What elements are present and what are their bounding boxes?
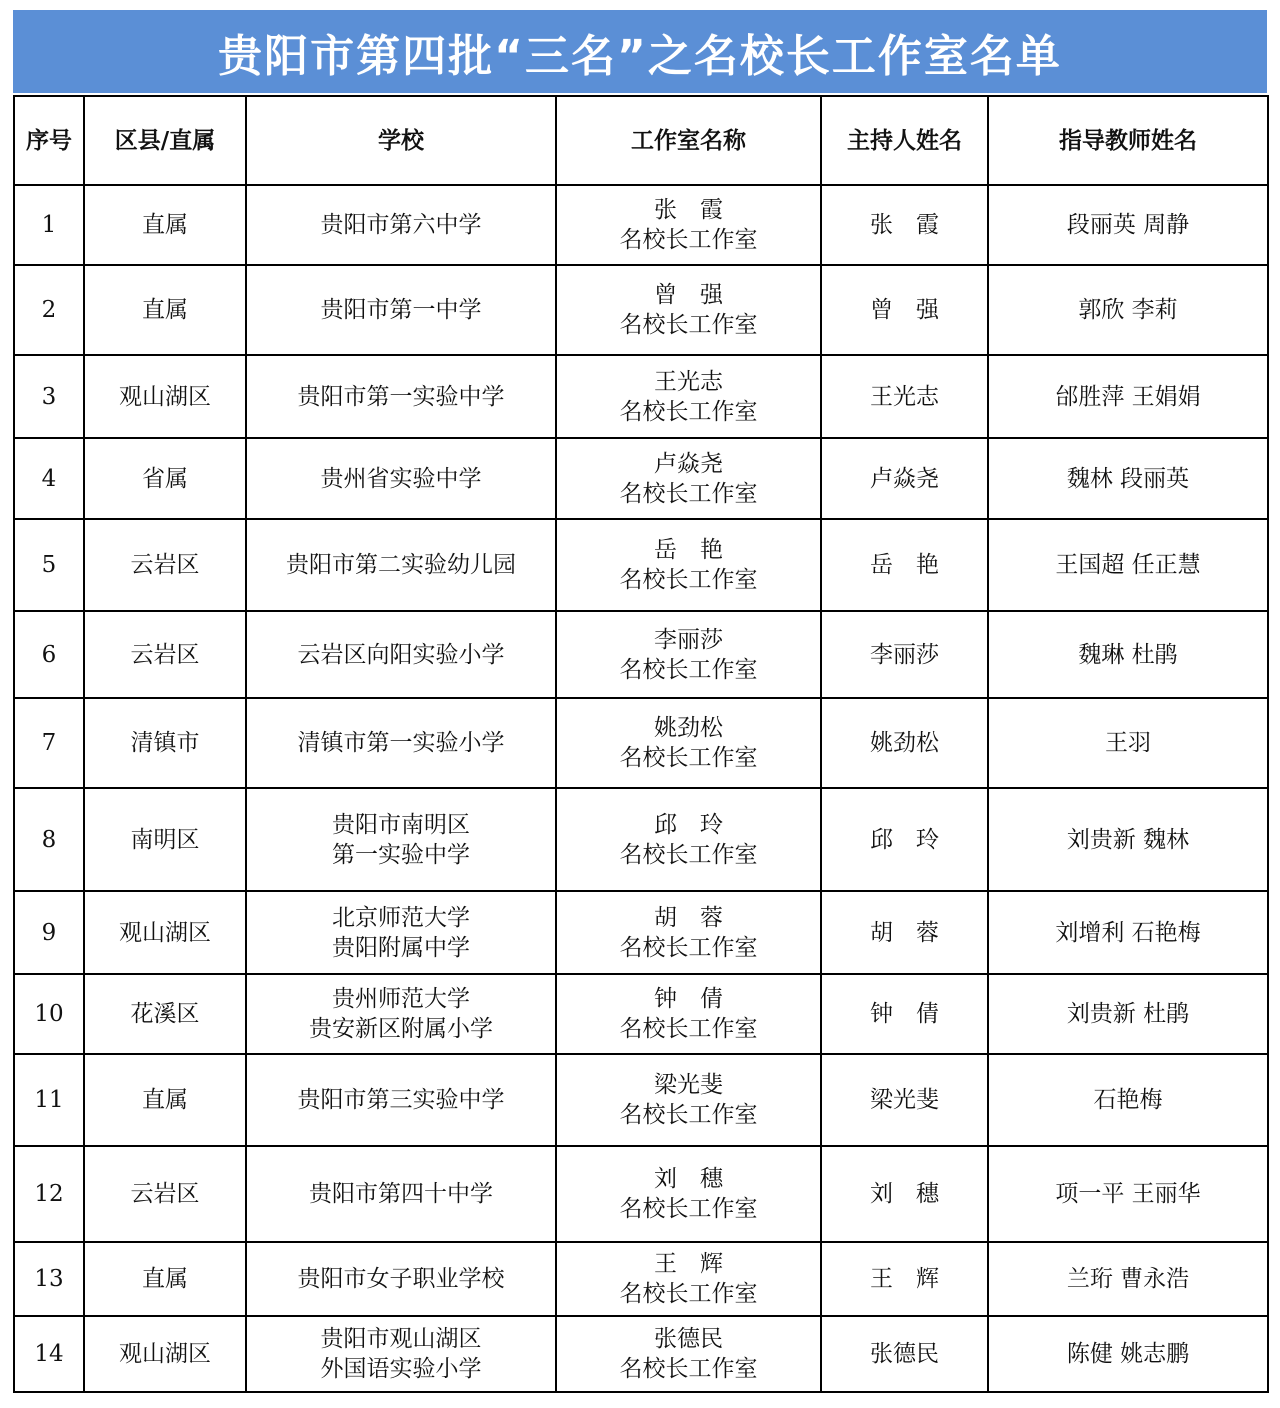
row-district [84, 185, 246, 265]
row-mentor-names-text: 王国超 任正慧 [1055, 552, 1201, 578]
row-index-text: 9 [41, 919, 57, 946]
row-school-text: 云岩区向阳实验小学 [297, 641, 505, 668]
table-row [14, 1316, 1268, 1392]
row-school-text: 贵阳市第一实验中学 [297, 383, 505, 410]
row-school-text: 贵阳市观山湖区 外国语实验小学 [320, 1326, 482, 1382]
row-studio-name-text: 姚劲松 名校长工作室 [619, 715, 758, 771]
row-index [14, 788, 84, 891]
row-school-text: 北京师范大学 贵阳附属中学 [332, 904, 470, 961]
row-school-text: 贵阳市女子职业学校 [297, 1266, 505, 1292]
row-mentor-names [988, 611, 1268, 698]
row-district [84, 438, 246, 519]
table-row [14, 788, 1268, 891]
row-studio-name [556, 438, 821, 519]
row-school-text: 贵阳市南明区 第一实验中学 [332, 811, 470, 868]
row-mentor-names-text: 魏林 段丽英 [1066, 465, 1190, 492]
row-mentor-names [988, 698, 1268, 788]
row-district [84, 698, 246, 788]
row-index [14, 974, 84, 1054]
row-index-text: 7 [41, 730, 57, 756]
row-host-name-text: 胡 蓉 [870, 919, 939, 946]
row-district [84, 1316, 246, 1392]
row-host-name [821, 438, 988, 519]
row-mentor-names-text: 王羽 [1105, 730, 1151, 756]
row-index [14, 185, 84, 265]
row-school-text: 清镇市第一实验小学 [297, 730, 505, 756]
row-index-text: 4 [41, 465, 57, 492]
row-school [246, 355, 556, 438]
header-studio: 工作室名称 [556, 96, 821, 185]
header-host: 主持人姓名 [821, 96, 988, 185]
row-studio-name-text: 王光志 名校长工作室 [619, 368, 758, 425]
row-mentor-names-text: 刘贵新 魏林 [1066, 826, 1190, 853]
row-index [14, 1054, 84, 1146]
row-studio-name-text: 张德民 名校长工作室 [619, 1326, 758, 1382]
table-row [14, 519, 1268, 611]
row-mentor-names [988, 891, 1268, 974]
row-mentor-names-text: 兰珩 曹永浩 [1066, 1266, 1190, 1292]
row-mentor-names [988, 788, 1268, 891]
row-mentor-names-text: 石艳梅 [1093, 1087, 1163, 1113]
row-host-name-text: 王 辉 [870, 1266, 939, 1292]
table-row [14, 185, 1268, 265]
row-district [84, 1242, 246, 1316]
table-row [14, 1054, 1268, 1146]
table-row [14, 1242, 1268, 1316]
row-district-text: 南明区 [130, 826, 200, 853]
row-studio-name-text: 卢焱尧 名校长工作室 [619, 450, 758, 507]
row-school-text: 贵阳市第二实验幼儿园 [286, 552, 516, 578]
row-school-text: 贵州师范大学 贵安新区附属小学 [309, 986, 493, 1042]
row-mentor-names-text: 项一平 王丽华 [1055, 1181, 1201, 1207]
table-row [14, 891, 1268, 974]
row-host-name-text: 梁光斐 [870, 1087, 939, 1113]
row-index-text: 12 [34, 1181, 64, 1207]
row-district-text: 直属 [142, 212, 188, 238]
row-index-text: 13 [34, 1266, 64, 1292]
row-host-name [821, 265, 988, 355]
row-studio-name [556, 1242, 821, 1316]
row-index-text: 5 [41, 552, 57, 578]
row-district-text: 观山湖区 [119, 383, 211, 410]
row-mentor-names-text: 邰胜萍 王娟娟 [1055, 383, 1201, 410]
row-district [84, 355, 246, 438]
page-title: 贵阳市第四批“三名”之名校长工作室名单 [13, 10, 1267, 93]
row-district-text: 直属 [142, 1087, 188, 1113]
row-school-text: 贵州省实验中学 [320, 465, 482, 492]
row-district-text: 直属 [142, 1266, 188, 1292]
row-host-name [821, 611, 988, 698]
row-school [246, 974, 556, 1054]
row-district-text: 清镇市 [130, 730, 200, 756]
row-district-text: 省属 [142, 465, 188, 492]
row-mentor-names-text: 段丽英 周静 [1066, 212, 1190, 238]
row-host-name-text: 李丽莎 [870, 641, 939, 668]
row-district [84, 1054, 246, 1146]
row-mentor-names-text: 魏琳 杜鹃 [1078, 641, 1178, 668]
row-mentor-names [988, 1242, 1268, 1316]
row-studio-name-text: 王 辉 名校长工作室 [619, 1251, 758, 1307]
row-school [246, 611, 556, 698]
row-district-text: 观山湖区 [119, 1341, 211, 1367]
row-studio-name [556, 265, 821, 355]
header-district: 区县/直属 [84, 96, 246, 185]
row-host-name [821, 1316, 988, 1392]
row-school-text: 贵阳市第一中学 [320, 297, 482, 323]
table-row [14, 698, 1268, 788]
row-host-name-text: 张德民 [870, 1341, 939, 1367]
row-index [14, 698, 84, 788]
row-mentor-names [988, 974, 1268, 1054]
row-studio-name-text: 李丽莎 名校长工作室 [619, 626, 758, 683]
row-host-name-text: 岳 艳 [870, 552, 939, 578]
row-studio-name [556, 698, 821, 788]
row-studio-name [556, 185, 821, 265]
row-host-name [821, 185, 988, 265]
row-district [84, 1146, 246, 1242]
row-mentor-names [988, 355, 1268, 438]
row-studio-name [556, 891, 821, 974]
row-host-name [821, 698, 988, 788]
row-studio-name [556, 1146, 821, 1242]
row-host-name-text: 姚劲松 [870, 730, 939, 756]
row-district [84, 891, 246, 974]
row-mentor-names [988, 438, 1268, 519]
row-school-text: 贵阳市第三实验中学 [297, 1087, 505, 1113]
row-host-name [821, 1242, 988, 1316]
principal-studio-table [13, 95, 1269, 1393]
row-school [246, 698, 556, 788]
row-mentor-names [988, 1146, 1268, 1242]
row-studio-name-text: 胡 蓉 名校长工作室 [619, 904, 758, 961]
row-index [14, 1146, 84, 1242]
row-mentor-names-text: 刘增利 石艳梅 [1055, 919, 1201, 946]
row-index [14, 355, 84, 438]
row-index [14, 265, 84, 355]
table-row [14, 611, 1268, 698]
row-school-text: 贵阳市第四十中学 [309, 1181, 493, 1207]
row-district-text: 花溪区 [130, 1001, 200, 1027]
row-host-name-text: 邱 玲 [870, 826, 939, 853]
row-index [14, 1316, 84, 1392]
row-host-name [821, 355, 988, 438]
row-index [14, 1242, 84, 1316]
row-index [14, 438, 84, 519]
row-district-text: 云岩区 [130, 641, 200, 668]
row-index [14, 611, 84, 698]
row-index-text: 11 [34, 1087, 64, 1113]
row-studio-name [556, 611, 821, 698]
row-school [246, 438, 556, 519]
row-mentor-names-text: 陈健 姚志鹏 [1066, 1341, 1190, 1367]
row-district [84, 611, 246, 698]
table-header-row [14, 96, 1268, 185]
row-studio-name [556, 974, 821, 1054]
table-row [14, 265, 1268, 355]
row-host-name [821, 519, 988, 611]
row-mentor-names [988, 519, 1268, 611]
row-studio-name [556, 788, 821, 891]
header-index: 序号 [14, 96, 84, 185]
row-host-name-text: 曾 强 [870, 297, 939, 323]
row-school [246, 891, 556, 974]
table-row [14, 438, 1268, 519]
row-district [84, 974, 246, 1054]
row-mentor-names-text: 刘贵新 杜鹃 [1066, 1001, 1190, 1027]
row-index [14, 891, 84, 974]
row-school-text: 贵阳市第六中学 [320, 212, 482, 238]
row-district [84, 788, 246, 891]
row-school [246, 1146, 556, 1242]
row-studio-name-text: 岳 艳 名校长工作室 [619, 537, 758, 593]
row-school [246, 265, 556, 355]
row-studio-name-text: 曾 强 名校长工作室 [619, 282, 758, 338]
row-studio-name [556, 355, 821, 438]
row-school [246, 185, 556, 265]
row-school [246, 1316, 556, 1392]
row-index-text: 6 [41, 641, 57, 668]
row-index-text: 3 [41, 383, 57, 410]
row-school [246, 519, 556, 611]
row-index-text: 1 [41, 212, 57, 238]
row-district-text: 云岩区 [130, 1181, 200, 1207]
row-host-name-text: 钟 倩 [870, 1001, 939, 1027]
row-district [84, 265, 246, 355]
table-row [14, 974, 1268, 1054]
table-row [14, 355, 1268, 438]
row-school [246, 1054, 556, 1146]
row-host-name-text: 刘 穗 [870, 1181, 939, 1207]
row-district-text: 云岩区 [130, 552, 200, 578]
row-index-text: 10 [34, 1001, 64, 1027]
row-host-name-text: 王光志 [870, 383, 939, 410]
row-index-text: 14 [34, 1341, 64, 1367]
header-mentors: 指导教师姓名 [988, 96, 1268, 185]
row-index-text: 8 [41, 826, 57, 853]
row-studio-name [556, 1316, 821, 1392]
row-index [14, 519, 84, 611]
row-host-name [821, 974, 988, 1054]
row-mentor-names [988, 1054, 1268, 1146]
row-studio-name-text: 邱 玲 名校长工作室 [619, 811, 758, 868]
row-school [246, 1242, 556, 1316]
row-host-name [821, 1054, 988, 1146]
row-school [246, 788, 556, 891]
row-studio-name [556, 1054, 821, 1146]
row-host-name [821, 788, 988, 891]
row-host-name-text: 张 霞 [870, 212, 939, 238]
row-district-text: 观山湖区 [119, 919, 211, 946]
row-studio-name-text: 张 霞 名校长工作室 [619, 197, 758, 253]
header-school: 学校 [246, 96, 556, 185]
row-studio-name-text: 刘 穗 名校长工作室 [619, 1166, 758, 1222]
row-mentor-names-text: 郭欣 李莉 [1078, 297, 1178, 323]
row-mentor-names [988, 1316, 1268, 1392]
table-row [14, 1146, 1268, 1242]
row-mentor-names [988, 185, 1268, 265]
row-studio-name-text: 梁光斐 名校长工作室 [619, 1072, 758, 1128]
row-host-name-text: 卢焱尧 [870, 465, 939, 492]
row-studio-name [556, 519, 821, 611]
row-district [84, 519, 246, 611]
row-district-text: 直属 [142, 297, 188, 323]
row-host-name [821, 891, 988, 974]
row-index-text: 2 [41, 297, 57, 323]
row-studio-name-text: 钟 倩 名校长工作室 [619, 986, 758, 1042]
row-host-name [821, 1146, 988, 1242]
row-mentor-names [988, 265, 1268, 355]
